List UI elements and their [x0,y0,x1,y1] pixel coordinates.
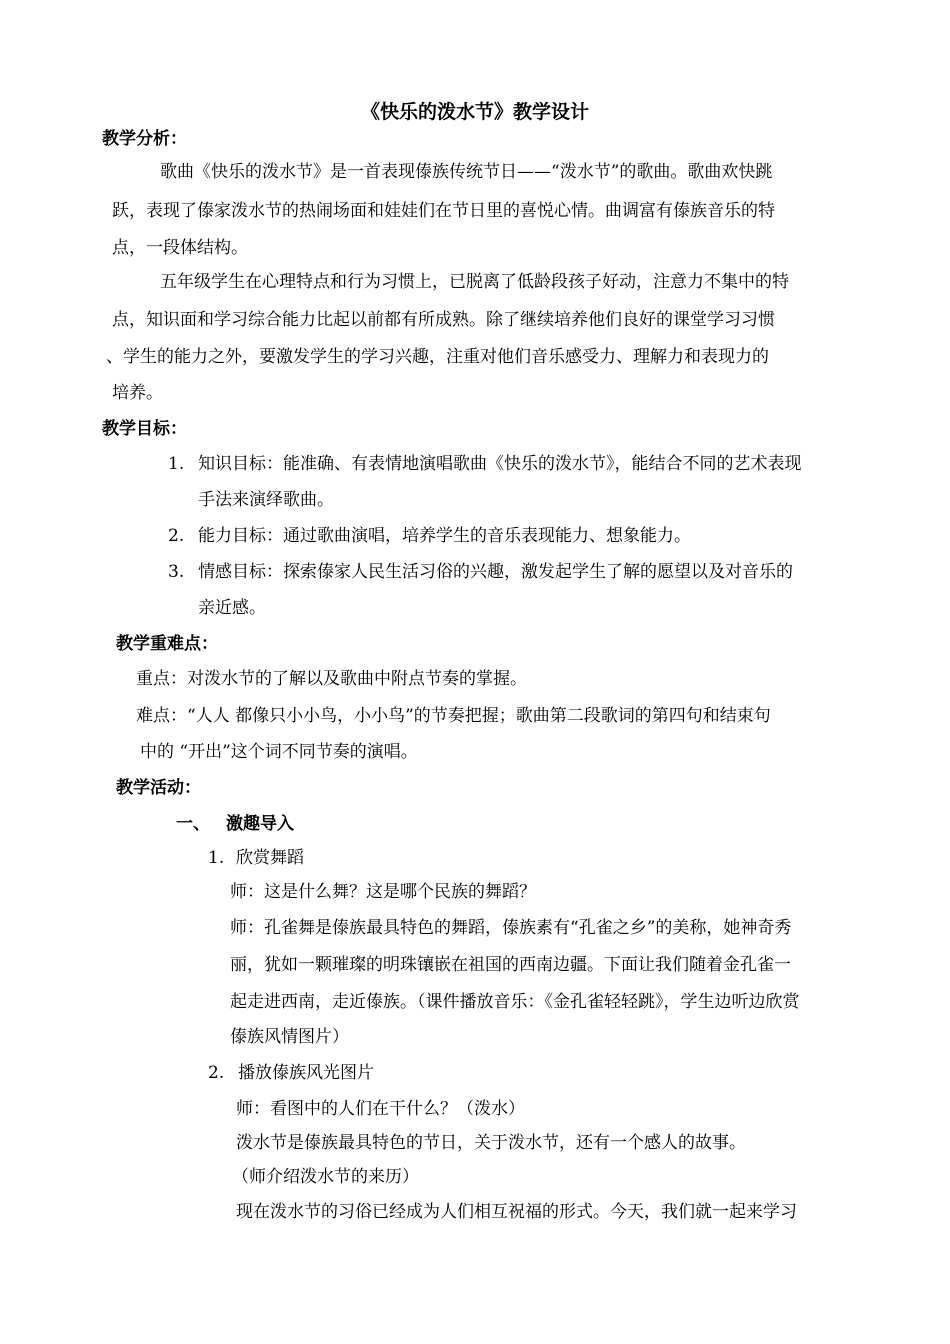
step-number: 1. [208,848,225,868]
analysis-p1-line: 点，一段体结构。 [112,238,248,258]
step-title: 欣赏舞蹈 [236,848,304,868]
analysis-p1-line: 歌曲《快乐的泼水节》是一首表现傣族传统节日——“泼水节”的歌曲。歌曲欢快跳 [160,162,773,182]
difficulty-line: 难点：“人人 都像只小小鸟，小小鸟”的节奏把握；歌曲第二段歌词的第四句和结束句 [136,706,771,726]
activities-heading: 教学活动： [116,778,201,798]
goal-item-line: 情感目标：探索傣家人民生活习俗的兴趣，激发起学生了解的愿望以及对音乐的 [198,562,793,582]
analysis-p2-line: 点，知识面和学习综合能力比起以前都有所成熟。除了继续培养他们良好的课堂学习习惯 [112,310,775,330]
step-line: （师介绍泼水节的来历） [232,1167,419,1187]
step-line: 起走进西南，走近傣族。（课件播放音乐：《金孔雀轻轻跳》，学生边听边欣赏 [230,992,800,1012]
step-line: 傣族风情图片） [230,1027,349,1047]
goal-number: 1. [168,454,185,474]
goals-heading: 教学目标： [102,419,187,439]
document-title: 《快乐的泼水节》教学设计 [360,101,589,123]
goal-item-line: 能力目标：通过歌曲演唱，培养学生的音乐表现能力、想象能力。 [198,526,691,546]
analysis-heading: 教学分析： [102,129,187,149]
step-line: 师：孔雀舞是傣族最具特色的舞蹈，傣族素有“孔雀之乡”的美称，她神奇秀 [230,918,792,938]
goal-item-line: 亲近感。 [198,598,266,618]
step-line: 现在泼水节的习俗已经成为人们相互祝福的形式。今天，我们就一起来学习 [236,1202,797,1222]
goal-item-line: 知识目标：能准确、有表情地演唱歌曲《快乐的泼水节》，能结合不同的艺术表现 [198,454,802,474]
goal-item-line: 手法来演绎歌曲。 [198,490,334,510]
analysis-p2-line: 、学生的能力之外，要激发学生的学习兴趣，注重对他们音乐感受力、理解力和表现力的 [106,347,769,367]
section-title: 激趣导入 [226,814,294,834]
step-line: 泼水节是傣族最具特色的节日，关于泼水节，还有一个感人的故事。 [236,1133,746,1153]
step-line: 师：这是什么舞？这是哪个民族的舞蹈？ [230,882,536,902]
goal-number: 3. [168,562,185,582]
analysis-p2-line: 培养。 [112,383,163,403]
step-number: 2. [208,1063,225,1083]
step-title: 播放傣族风光图片 [238,1063,374,1083]
goal-number: 2. [168,526,185,546]
keypoint-line: 重点：对泼水节的了解以及歌曲中附点节奏的掌握。 [136,669,527,689]
analysis-p2-line: 五年级学生在心理特点和行为习惯上，已脱离了低龄段孩子好动，注意力不集中的特 [160,272,789,292]
section-number: 一、 [176,814,210,834]
difficulty-line: 中的 “开出”这个词不同节奏的演唱。 [140,742,418,762]
keypoints-heading: 教学重难点： [116,634,218,654]
step-line: 师：看图中的人们在干什么？（泼水） [236,1099,525,1119]
step-line: 丽，犹如一颗璀璨的明珠镶嵌在祖国的西南边疆。下面让我们随着金孔雀一 [230,955,791,975]
analysis-p1-line: 跃，表现了傣家泼水节的热闹场面和娃娃们在节日里的喜悦心情。曲调富有傣族音乐的特 [112,201,775,221]
